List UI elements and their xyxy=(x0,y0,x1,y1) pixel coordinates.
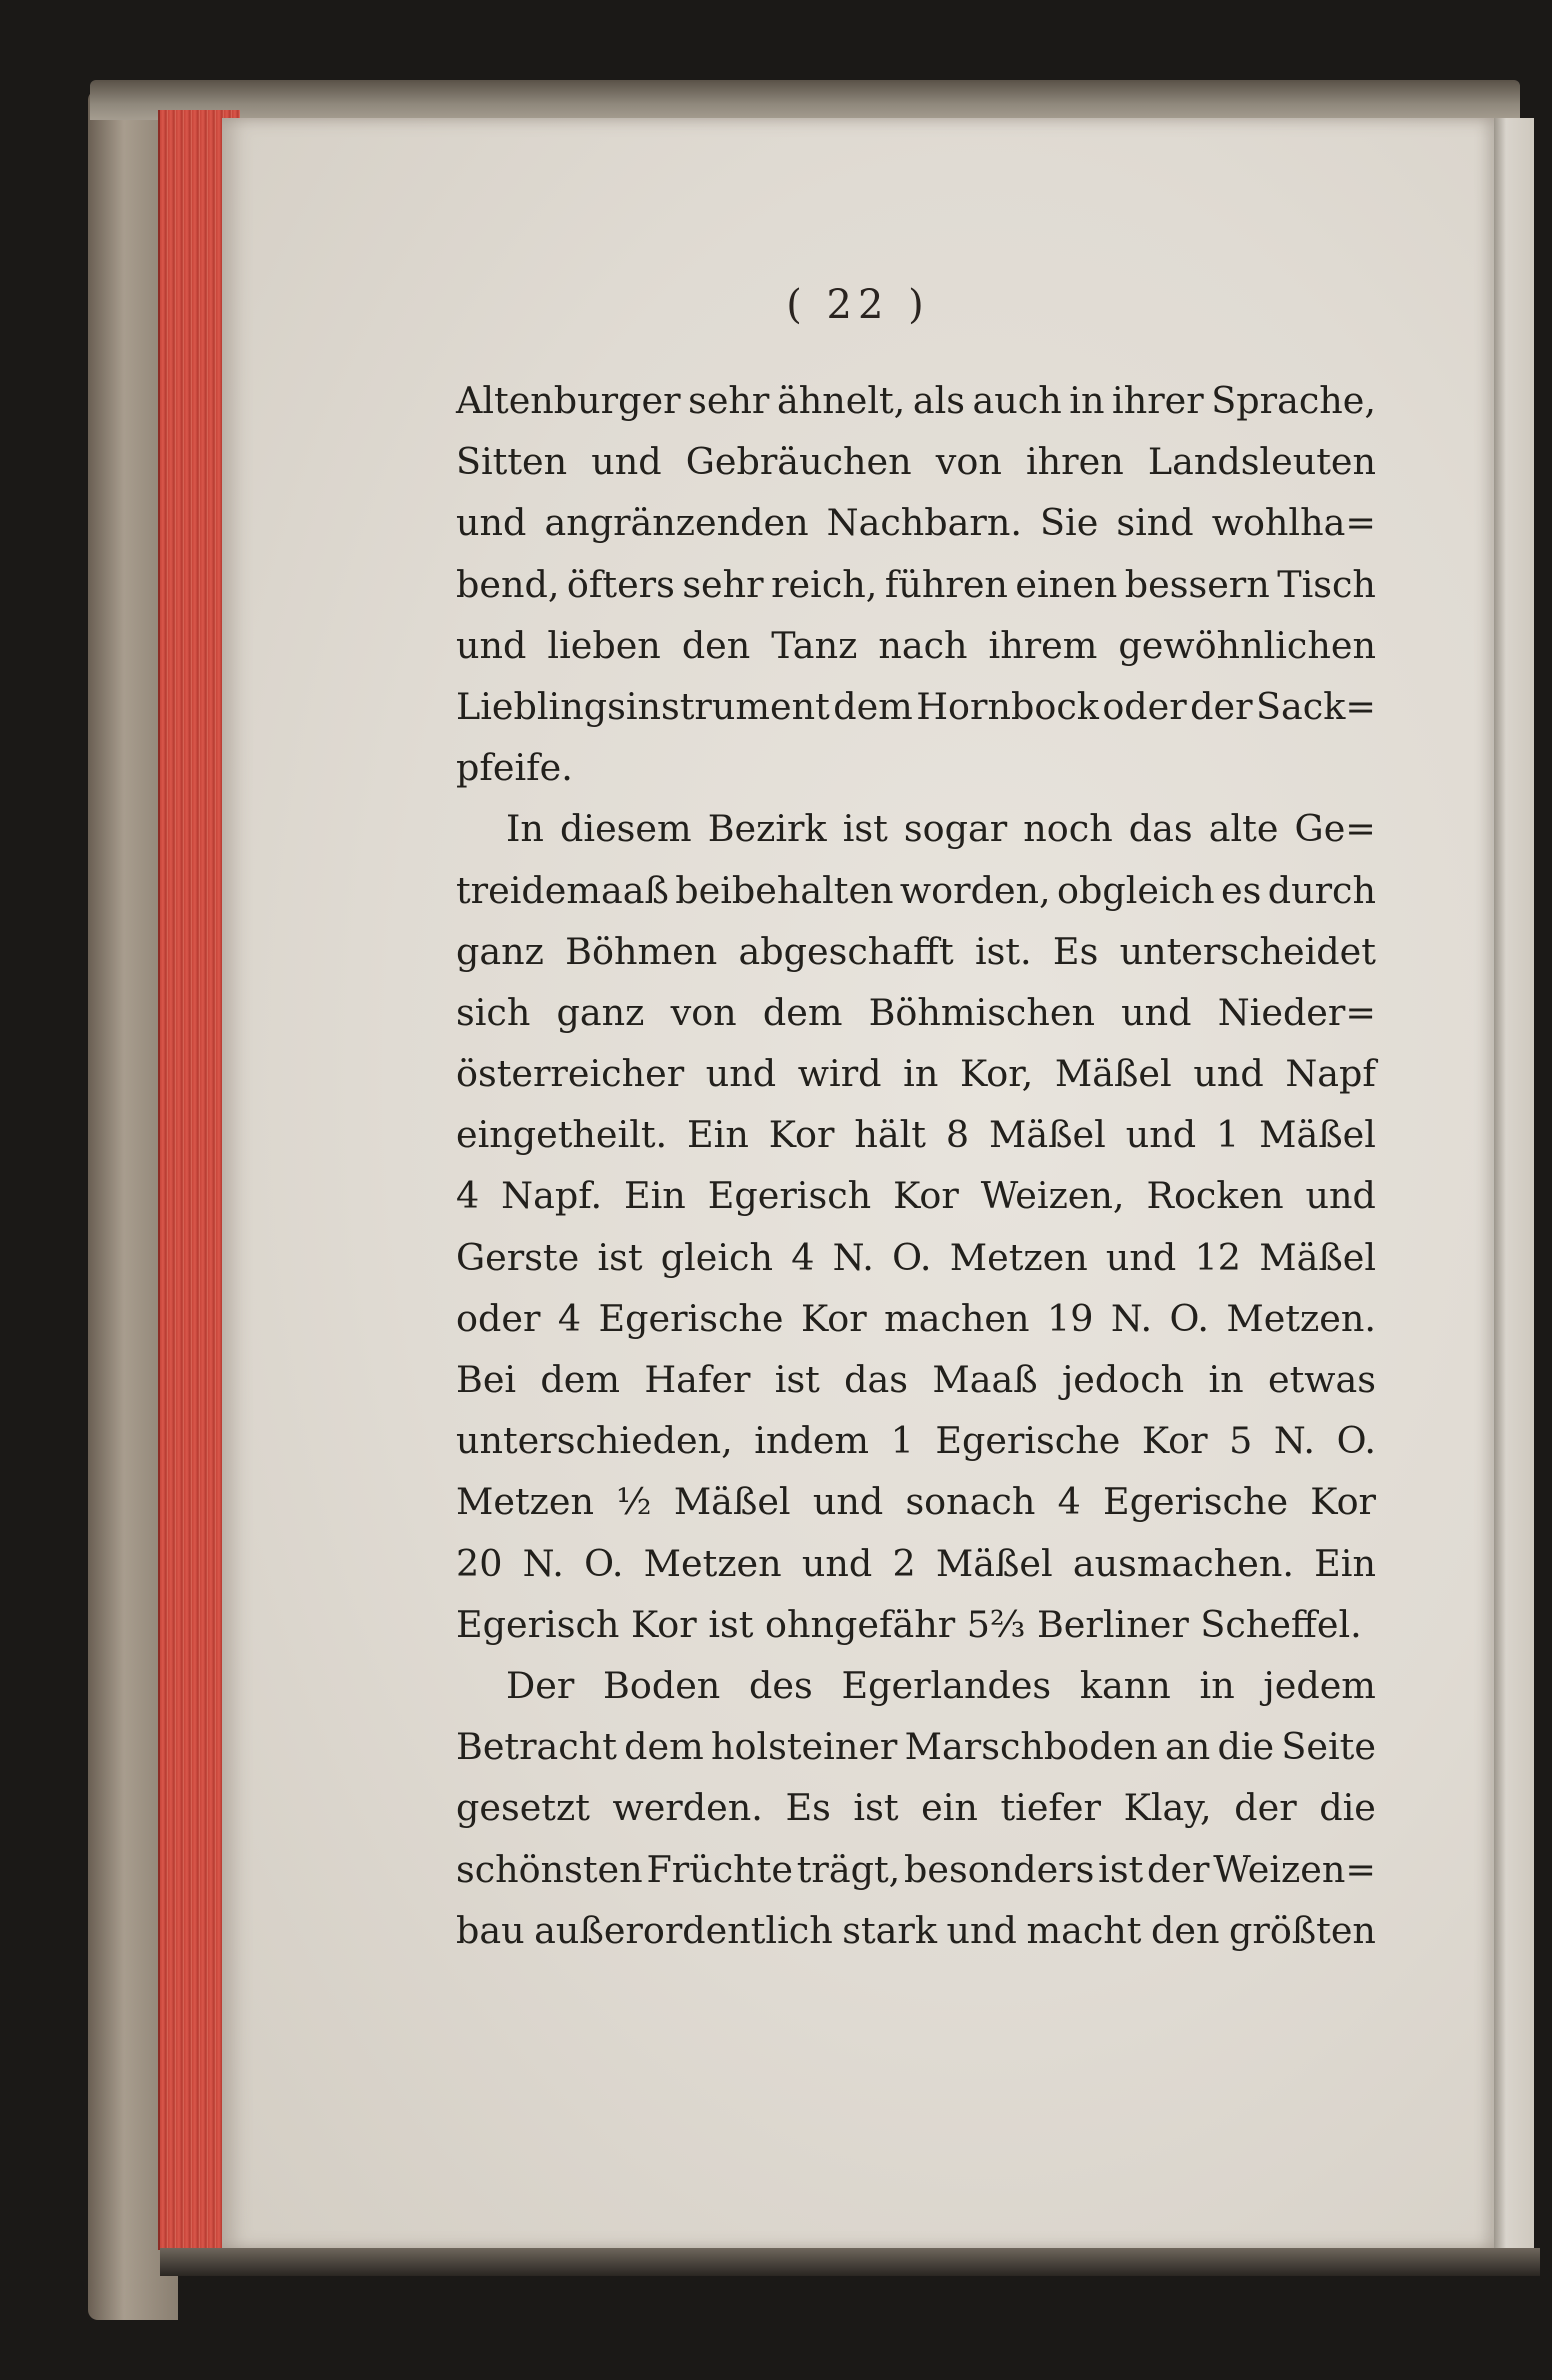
page-number: ( 22 ) xyxy=(786,282,930,328)
text-line: Der Boden des Egerlandes kann in jedem xyxy=(506,1663,1376,1707)
text-line: und angränzenden Nachbarn. Sie sind wohlha= xyxy=(456,501,1376,545)
text-line: Egerisch Kor ist ohngefähr 5⅔ Berliner Scheffel. xyxy=(456,1602,1362,1646)
text-line: österreicher und wird in Kor, Mäßel und Napf xyxy=(456,1052,1376,1096)
text-line: treidemaaß beibehalten worden, obgleich es durch xyxy=(456,868,1376,912)
text-line: bau außerordentlich stark und macht den größten xyxy=(456,1908,1376,1952)
text-line: In diesem Bezirk ist sogar noch das alte Ge= xyxy=(506,807,1376,851)
text-line: schönsten Früchte trägt, besonders ist der Weizen= xyxy=(456,1847,1376,1891)
body-text xyxy=(456,370,1376,1961)
facing-page-edge xyxy=(1494,118,1534,2250)
text-line: Sitten und Gebräuchen von ihren Landsleuten xyxy=(456,440,1376,484)
text-line: Lieblingsinstrument dem Hornbock oder der Sack= xyxy=(456,684,1376,728)
book-bottom-edge xyxy=(160,2248,1540,2276)
text-line: sich ganz von dem Böhmischen und Nieder= xyxy=(456,990,1376,1034)
text-line: Betracht dem holsteiner Marschboden an die Seite xyxy=(456,1725,1376,1769)
text-line: Metzen ½ Mäßel und sonach 4 Egerische Kor xyxy=(456,1480,1376,1524)
text-line: Altenburger sehr ähnelt, als auch in ihrer Sprache, xyxy=(456,379,1376,422)
book-cover-top-edge xyxy=(90,80,1520,120)
text-line: bend, öfters sehr reich, führen einen bessern Tisch xyxy=(456,562,1376,606)
text-line: Gerste ist gleich 4 N. O. Metzen und 12 Mäßel xyxy=(456,1235,1376,1279)
text-line: 4 Napf. Ein Egerisch Kor Weizen, Rocken und xyxy=(456,1174,1376,1218)
text-line: eingetheilt. Ein Kor hält 8 Mäßel und 1 Mäßel xyxy=(456,1113,1376,1157)
text-line: pfeife. xyxy=(456,746,573,790)
text-line: unterschieden, indem 1 Egerische Kor 5 N. O. xyxy=(456,1419,1376,1463)
text-line: 20 N. O. Metzen und 2 Mäßel ausmachen. Ein xyxy=(456,1541,1376,1585)
text-line: Bei dem Hafer ist das Maaß jedoch in etwas xyxy=(456,1358,1376,1401)
text-line: ganz Böhmen abgeschafft ist. Es unterscheidet xyxy=(456,929,1376,973)
text-line: und lieben den Tanz nach ihrem gewöhnlichen xyxy=(456,623,1376,667)
text-line: oder 4 Egerische Kor machen 19 N. O. Metzen. xyxy=(456,1296,1376,1340)
text-line: gesetzt werden. Es ist ein tiefer Klay, der die xyxy=(456,1786,1376,1830)
